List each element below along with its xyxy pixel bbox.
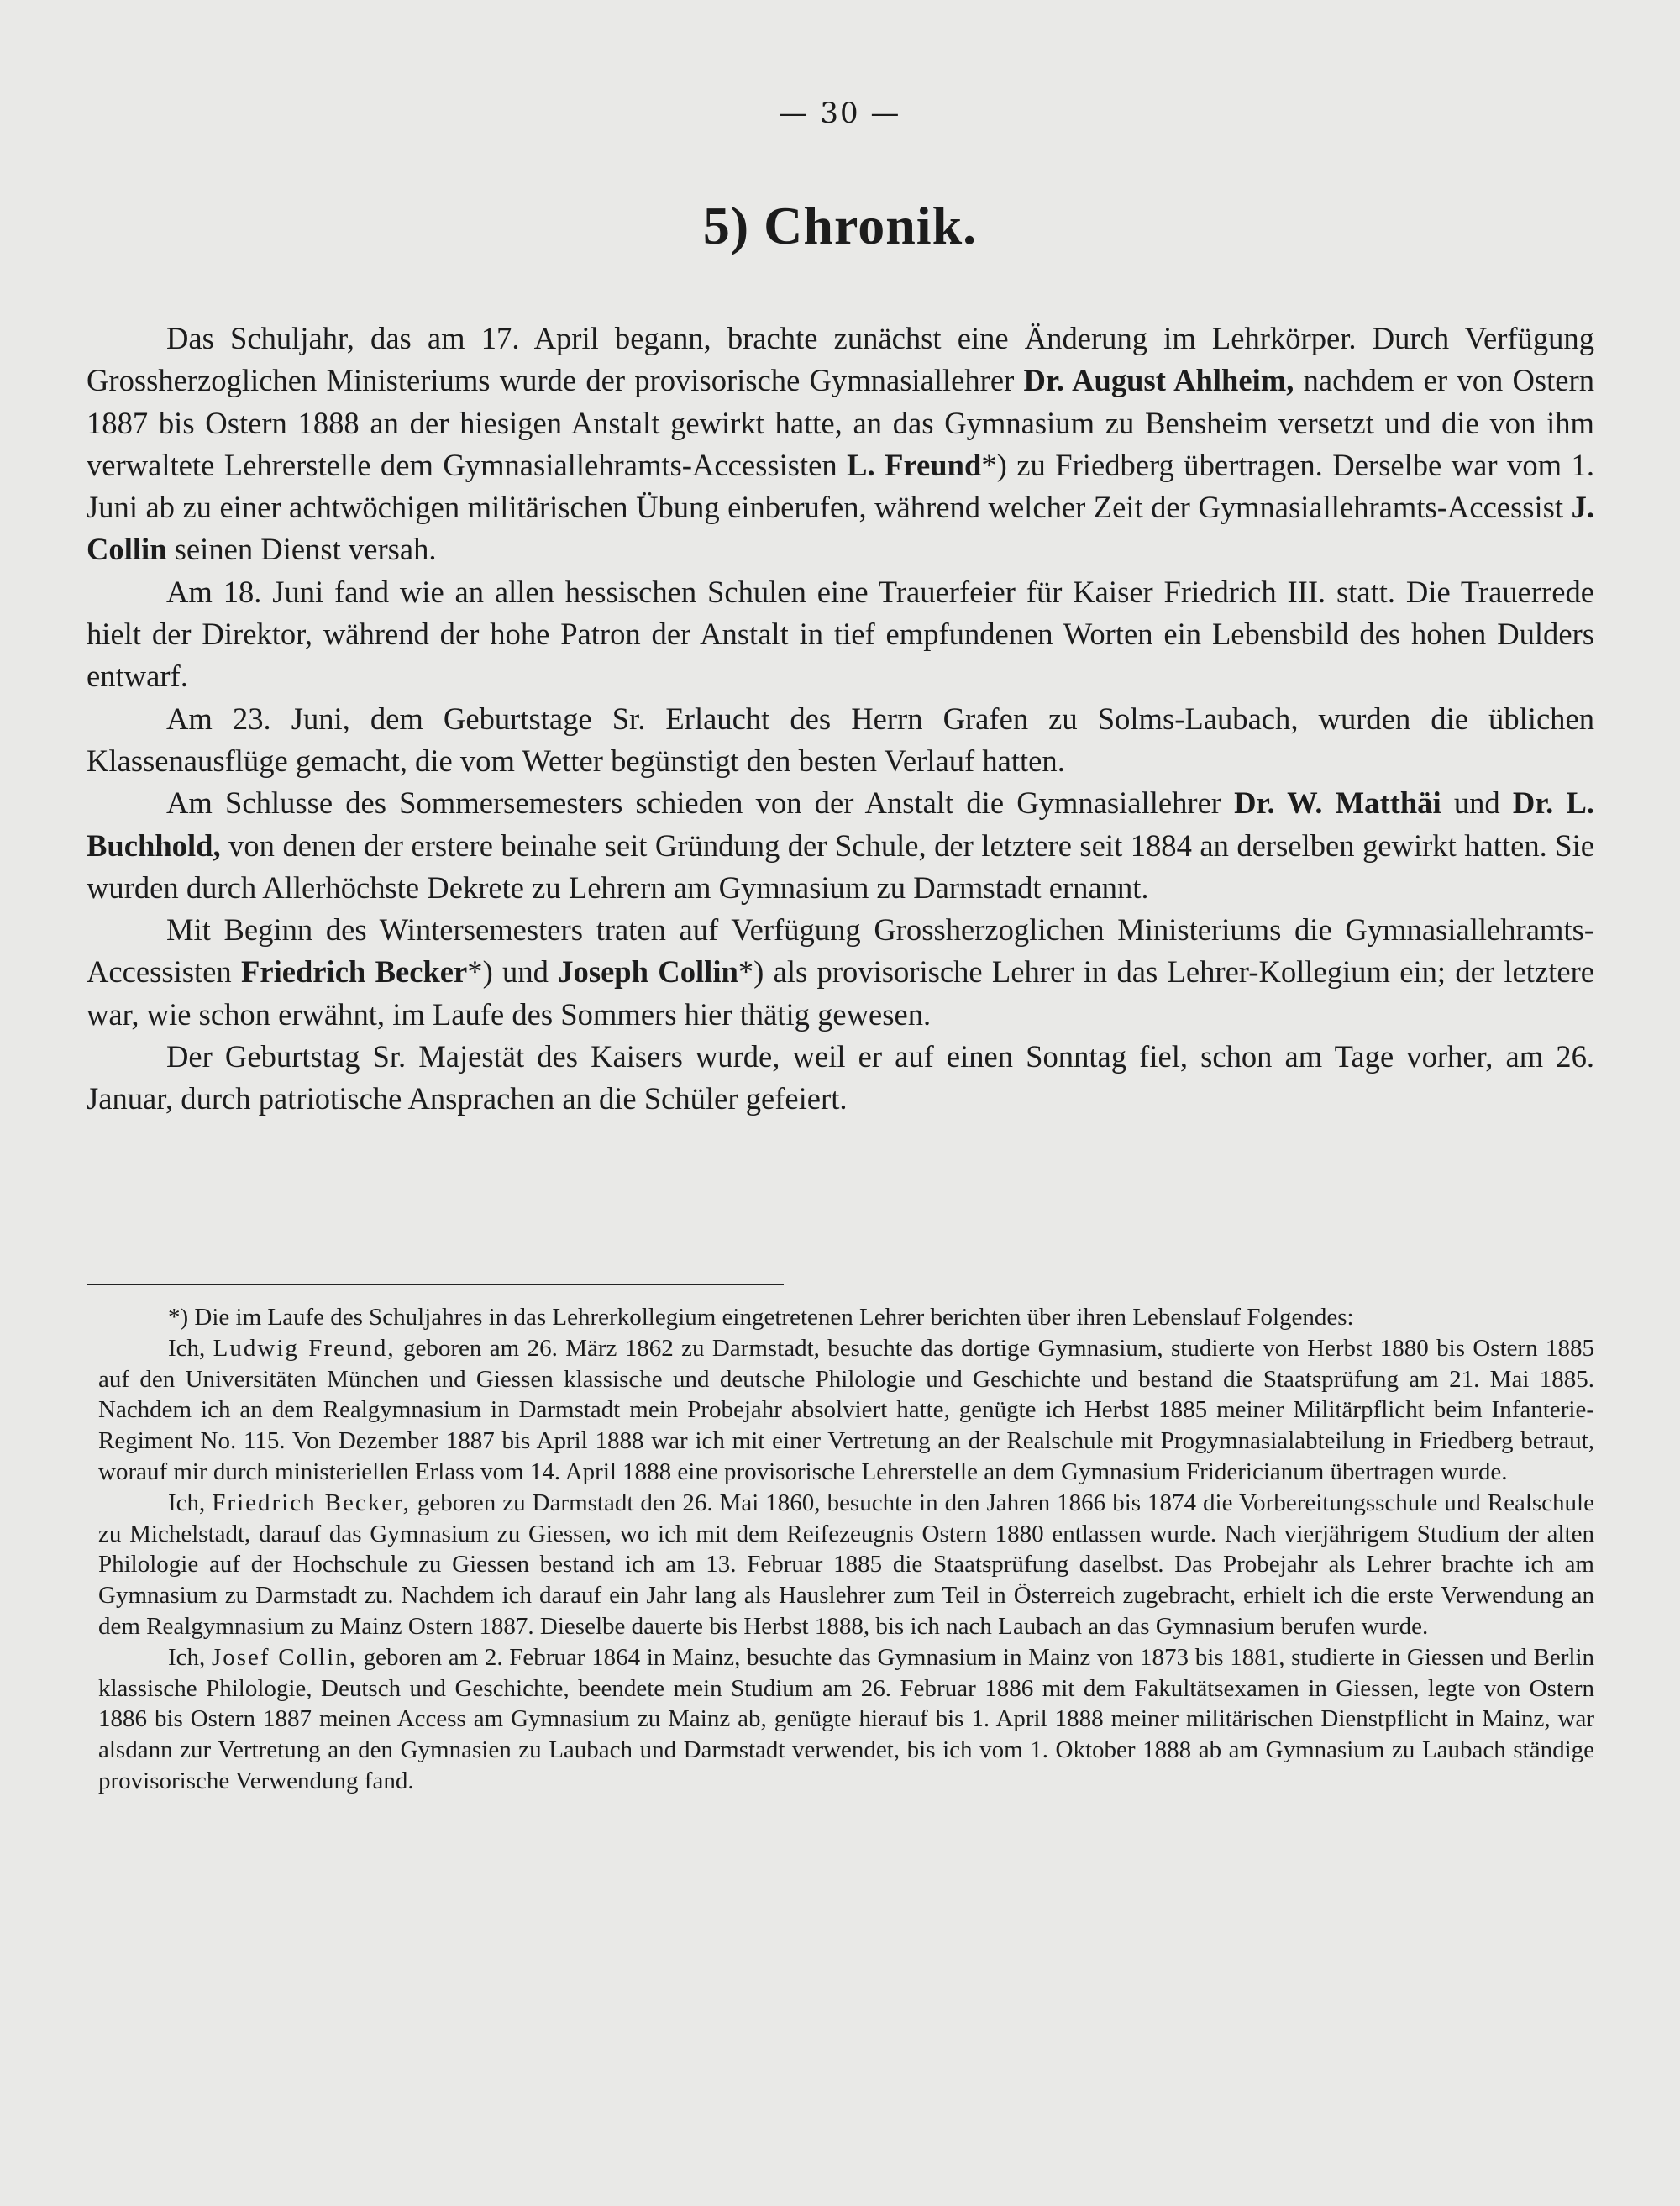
footnote-text: geboren am 2. Februar 1864 in Mainz, besuchte das Gymnasium in Mainz von 1873 bis 1881, studierte in Giessen und Berlin klassische Philologie, Deutsch und Geschichte, beendete mein Studium am 26. Februar 1886 mit dem Fakultätsexamen in Giessen, legte von Ostern 1886 bis Ostern 1887 meinen Access am Gymnasium zu Mainz ab, genügte hierauf bis 1. April 1888 meiner militärischen Dienstpflicht in Mainz, war alsdann zur Vertretung an den Gymnasien zu Laubach und Darmstadt verwendet, bis ich vom 1. Oktober 1888 ab am Gymnasium zu Laubach ständige provisorische Verwendung fand. [98,1643,1595,1794]
footnotes [98,1302,1594,1797]
page-number: — 30 — [779,97,901,130]
person-name: Dr. August Ahlheim, [1023,363,1294,398]
person-name: L. Freund [847,447,982,482]
footnote-biography-freund [98,1333,1594,1488]
person-name: Joseph Collin [558,954,738,990]
footnote-text: geboren am 26. März 1862 zu Darmstadt, besuchte das dortige Gymnasium, studierte von Herbst 1880 bis Ostern 1885 auf den Universitäten München und Giessen klassische und deutsche Philologie und Geschichte und bestand die Staatsprüfung am 21. Mai 1885. Nachdem ich an dem Realgymnasium in Darmstadt mein Probejahr absolviert hatte, genügte ich Herbst 1885 meiner Militärpflicht beim Infanterie-Regiment No. 115. Von Dezember 1887 bis April 1888 war ich mit einer Vertretung an der Realschule mit Progymnasialabteilung in Friedberg betraut, worauf mir durch ministeriellen Erlass vom 14. April 1888 eine provisorische Lehrerstelle an dem Gymnasium Fridericianum übertragen wurde. [98,1334,1595,1485]
paragraph-text: Das Schuljahr, das am 17. April begann, brachte zunächst eine Änderung im Lehrkörper. Durch Verfügung Grossherzoglichen Ministeriums wurde der provisorische Gymnasiallehrer [87,321,1594,398]
chronicle-body [87,318,1594,1121]
paragraph [87,782,1594,909]
paragraph-text: von denen der erstere beinahe seit Gründung der Schule, der letztere seit 1884 an derselben gewirkt hatten. Sie wurden durch Allerhöchste Dekrete zu Lehrern am Gymnasium zu Darmstadt ernannt. [87,827,1594,905]
paragraph [87,1036,1594,1121]
footnote-biography-becker [98,1488,1594,1642]
footnote-text: geboren zu Darmstadt den 26. Mai 1860, besuchte in den Jahren 1866 bis 1874 die Vorbereitungsschule und Realschule zu Michelstadt, darauf das Gymnasium zu Giessen, wo ich mit dem Reifezeugnis Ostern 1880 entlassen wurde. Nach vierjährigem Studium der alten Philologie auf der Hochschule zu Giessen bestand ich am 13. Februar 1885 die Staatsprüfung daselbst. Das Probejahr als Lehrer brachte ich am Gymnasium zu Darmstadt zu. Nachdem ich darauf ein Jahr lang als Hauslehrer zum Teil in Österreich zugebracht, erhielt ich die erste Verwendung an dem Realgymnasium zu Mainz Ostern 1887. Dieselbe dauerte bis Herbst 1888, bis ich nach Laubach an das Gymnasium berufen wurde. [98,1489,1594,1640]
person-name: Dr. W. Matthäi [1234,785,1441,821]
footnote-text: Ich, [168,1334,213,1362]
paragraph-text: nachdem er von Ostern 1887 bis Ostern 1888 an der hiesigen Anstalt gewirkt hatte, an das Gymnasium zu Bensheim versetzt und die von ihm verwaltete Lehrerstelle dem Gymnasiallehramts-Accessisten [87,363,1594,482]
footnote-text: Ich, [168,1489,213,1516]
paragraph-text: *) und [467,954,559,990]
paragraph-text: *) zu Friedberg übertragen. Derselbe war vom 1. Juni ab zu einer achtwöchigen militärischen Übung einberufen, während welcher Zeit der Gymnasiallehramts-Accessist [87,447,1594,525]
paragraph [87,909,1594,1036]
paragraph-text: Am Schlusse des Sommersemesters schieden von der Anstalt die Gymnasiallehrer [166,785,1235,821]
person-name: J. Collin [87,490,1594,567]
paragraph-text: *) als provisorische Lehrer in das Lehrer-Kollegium ein; der letztere war, wie schon erwähnt, im Laufe des Sommers hier thätig gewesen. [87,954,1594,1032]
footnote-biography-collin [98,1642,1594,1797]
paragraph-text: und [1441,785,1513,821]
person-name: Josef Collin, [211,1643,357,1671]
person-name: Friedrich Becker [240,954,468,990]
person-name: Dr. L. Buchhold, [87,785,1595,863]
paragraph [87,571,1594,698]
footnote-text: *) Die im Laufe des Schuljahres in das Lehrerkollegium eingetretenen Lehrer berichten über ihren Lebenslauf Folgendes: [168,1304,1354,1331]
paragraph-text: Mit Beginn des Wintersemesters traten auf Verfügung Grossherzoglichen Ministeriums die Gymnasiallehramts-Accessisten [87,912,1594,990]
person-name: Ludwig Freund, [213,1334,396,1362]
section-title: 5) Chronik. [702,196,978,255]
paragraph-text: seinen Dienst versah. [166,532,437,567]
paragraph [87,698,1594,783]
paragraph-text: Der Geburtstag Sr. Majestät des Kaisers wurde, weil er auf einen Sonntag fiel, schon am Tage vorher, am 26. Januar, durch patriotische Ansprachen an die Schüler gefeiert. [87,1039,1594,1116]
paragraph-text: Am 23. Juni, dem Geburtstage Sr. Erlaucht des Herrn Grafen zu Solms-Laubach, wurden die üblichen Klassenausflüge gemacht, die vom Wetter begünstigt den besten Verlauf hatten. [87,701,1594,778]
footnote-divider [87,1284,784,1285]
paragraph-text: Am 18. Juni fand wie an allen hessischen Schulen eine Trauerfeier für Kaiser Friedrich III. statt. Die Trauerrede hielt der Direktor, während der hohe Patron der Anstalt in tief empfundenen Worten ein Lebensbild des hohen Dulders entwarf. [87,574,1594,694]
footnote-text: Ich, [168,1643,212,1671]
person-name: Friedrich Becker, [212,1489,411,1516]
footnote-intro [98,1302,1594,1333]
paragraph [87,318,1594,571]
